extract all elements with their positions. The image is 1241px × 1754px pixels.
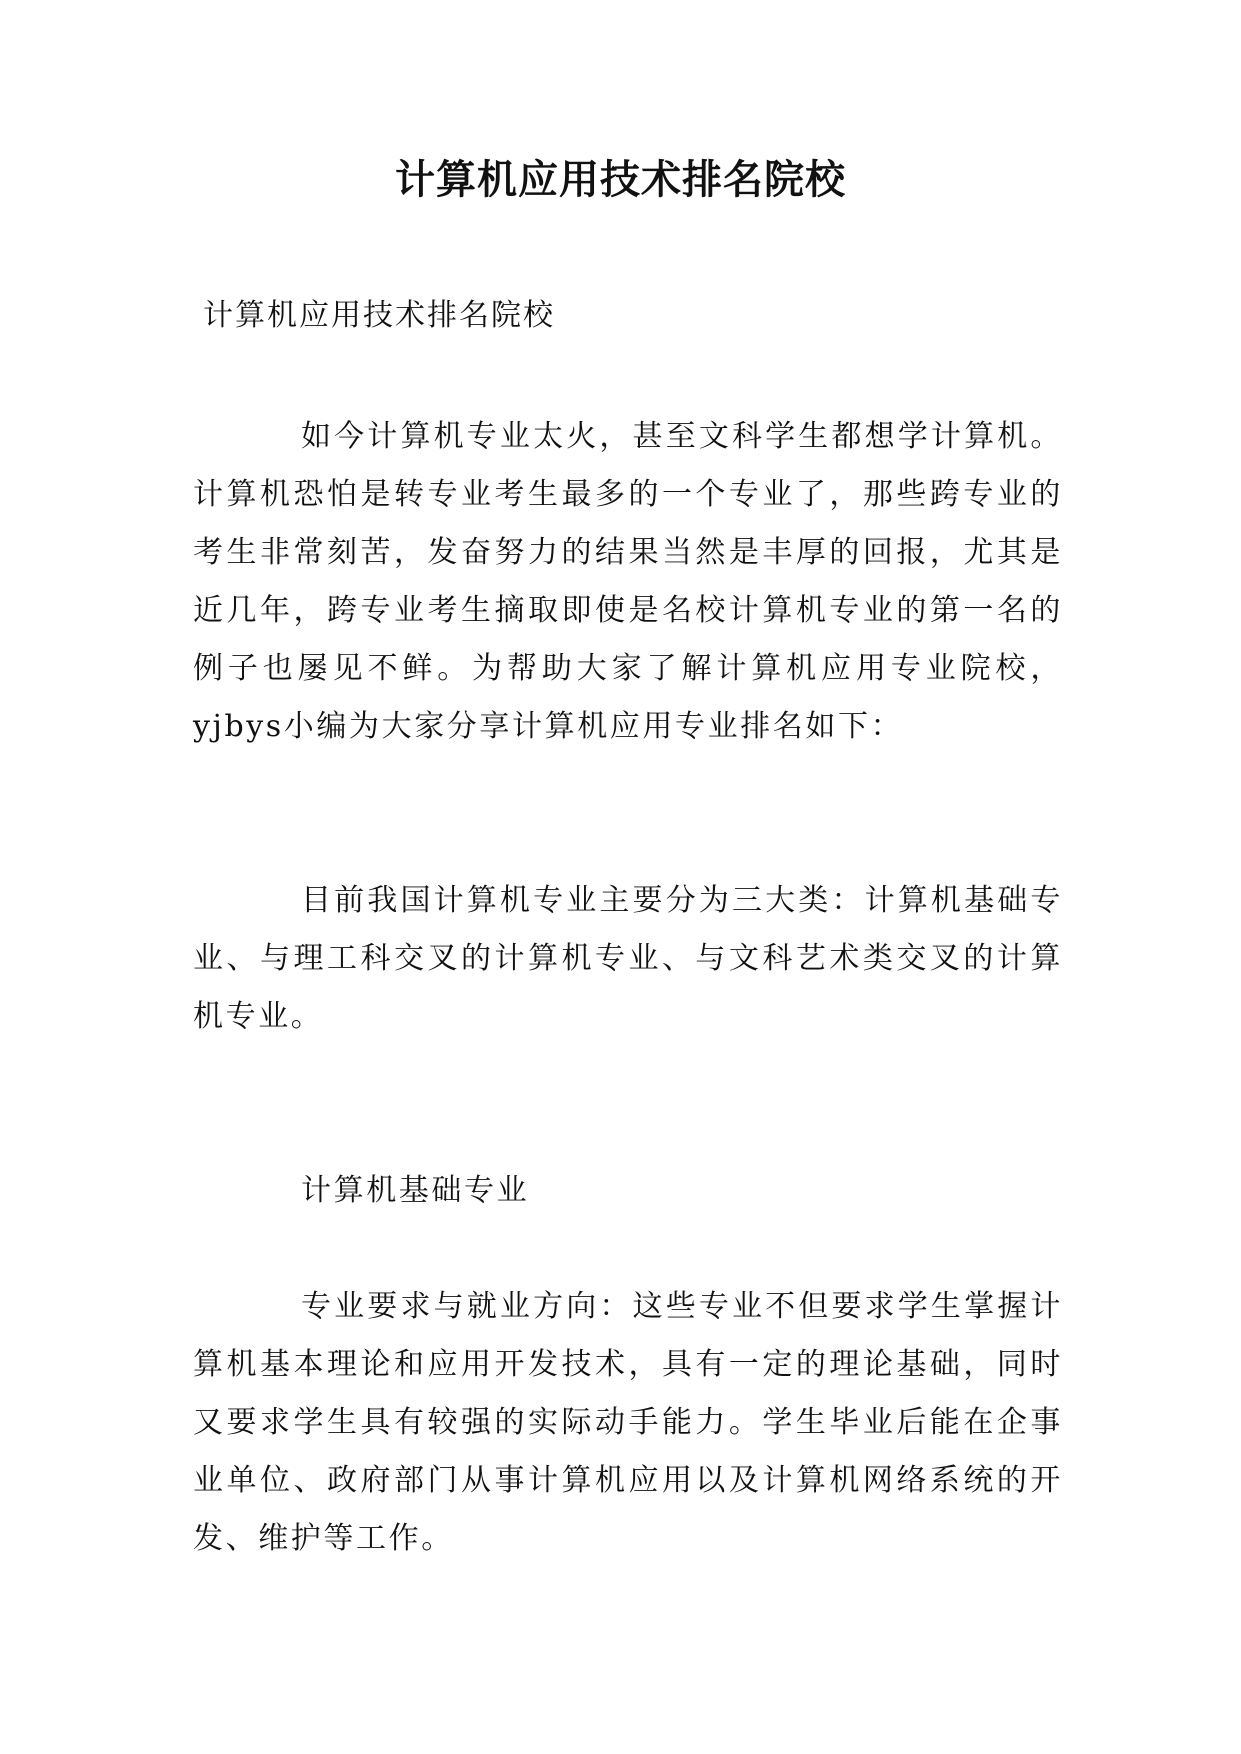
- paragraph-categories: 目前我国计算机专业主要分为三大类：计算机基础专业、与理工科交叉的计算机专业、与文科艺术类交叉的计算机专业。: [193, 883, 1063, 1034]
- document-title: 计算机应用技术排名院校: [395, 157, 846, 203]
- paragraph-requirements: 专业要求与就业方向：这些专业不但要求学生掌握计算机基本理论和应用开发技术，具有一定的理论基础，同时又要求学生具有较强的实际动手能力。学生毕业后能在企事业单位、政府部门从事计算机应用以及计算机网络系统的开发、维护等工作。: [193, 1289, 1063, 1556]
- document-subtitle: 计算机应用技术排名院校: [203, 298, 555, 333]
- paragraph-intro: 如今计算机专业太火，甚至文科学生都想学计算机。计算机恐怕是转专业考生最多的一个专业了，那些跨专业的考生非常刻苦，发奋努力的结果当然是丰厚的回报，尤其是近几年，跨专业考生摘取即使是名校计算机专业的第一名的例子也屡见不鲜。为帮助大家了解计算机应用专业院校，yjbys小编为大家分享计算机应用专业排名如下：: [193, 419, 1063, 744]
- section-heading-basic-major: 计算机基础专业: [301, 1173, 530, 1208]
